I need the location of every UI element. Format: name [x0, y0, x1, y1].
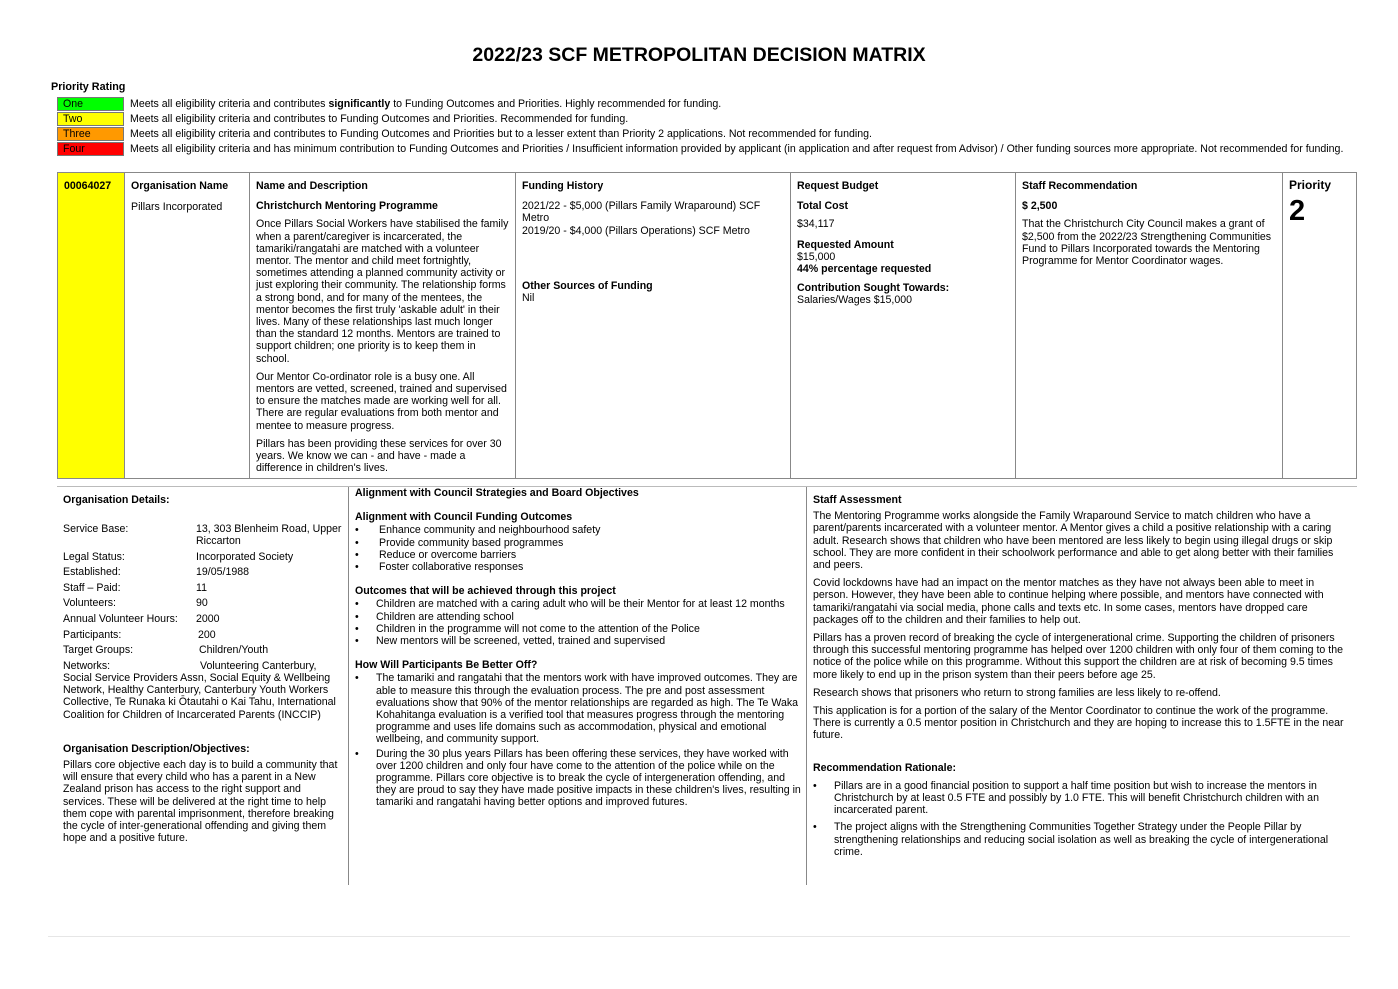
detail-label: Participants:: [63, 628, 122, 641]
networks-first: Volunteering Canterbury,: [200, 659, 317, 672]
priority-header: Priority: [1289, 178, 1332, 192]
decision-matrix-table: [57, 172, 1357, 479]
assessment-paragraph: Research shows that prisoners who return to strong families are less likely to re-offend.: [813, 686, 1221, 699]
funding-history-entry: 2021/22 - $5,000 (Pillars Family Wraparound) SCF Metro: [522, 200, 761, 225]
organisation-name-header: Organisation Name: [131, 180, 229, 192]
detail-row: [63, 551, 345, 567]
other-sources-value: Nil: [522, 292, 535, 305]
staff-recommendation-column: [1016, 173, 1283, 478]
other-sources-header: Other Sources of Funding: [522, 279, 653, 292]
priority-level-label: Three: [57, 127, 124, 141]
list-item: • Foster collaborative responses: [355, 561, 802, 573]
networks-label: Networks:: [63, 659, 111, 672]
page-title: 2022/23 SCF METROPOLITAN DECISION MATRIX: [472, 44, 926, 66]
priority-level-three: [57, 127, 1357, 142]
staff-assessment-section: [813, 494, 1346, 858]
detail-row: [63, 597, 345, 613]
alignment-section: [355, 487, 802, 809]
priority-level-four: [57, 142, 1357, 157]
name-description-header: Name and Description: [256, 180, 368, 192]
list-item: • New mentors will be screened, vetted, trained and supervised: [355, 635, 802, 647]
funding-outcomes-list: [355, 524, 802, 573]
better-off-heading: How Will Participants Be Better Off?: [355, 659, 538, 672]
funding-history-header: Funding History: [522, 180, 604, 192]
organisation-column: [125, 173, 250, 478]
funding-history-entry: 2019/20 - $4,000 (Pillars Operations) SCF Metro: [522, 224, 750, 237]
detail-row: [63, 582, 345, 598]
percentage-requested: 44% percentage requested: [797, 263, 932, 276]
column-divider: [806, 487, 807, 885]
priority-level-description: Meets all eligibility criteria and contributes to Funding Outcomes and Priorities but to a lesser extent than Priority 2 applications. Not recommended for funding.: [130, 128, 872, 140]
detail-label: Service Base:: [63, 523, 129, 536]
detail-value: 19/05/1988: [196, 566, 250, 579]
priority-level-label: Two: [57, 112, 124, 126]
requested-amount-label: Requested Amount: [797, 238, 894, 251]
list-item: • During the 30 plus years Pillars has been offering these services, they have worked with over 1200 children and only four have come to the attention of the police while on the programme. Pillars core objective is to break the cycle of intergeneration offending, and they are proud to say they have made positive impacts in these children's lives, resulting in tamariki and rangatahi having better options and improved futures.: [355, 748, 802, 809]
priority-level-description: Meets all eligibility criteria and contributes to Funding Outcomes and Priorities. Recommended for funding.: [130, 113, 629, 125]
detail-value: Children/Youth: [199, 644, 269, 657]
staff-assessment-heading: Staff Assessment: [813, 494, 902, 506]
detail-value: 90: [196, 597, 208, 610]
list-item: • Reduce or overcome barriers: [355, 549, 802, 561]
funding-outcomes-heading: Alignment with Council Funding Outcomes: [355, 511, 573, 524]
priority-level-description: Meets all eligibility criteria and has minimum contribution to Funding Outcomes and Priorities / Insufficient information provided by applicant (in application and after request from Advisor) / Other funding sources more appropriate. Not recommended for funding.: [130, 143, 1344, 155]
project-name: Christchurch Mentoring Programme: [256, 200, 438, 213]
funding-history-column: [516, 173, 791, 478]
detail-row: [63, 613, 345, 629]
name-description-column: [250, 173, 516, 478]
contribution-label: Contribution Sought Towards:: [797, 282, 950, 295]
footer-rule: [48, 936, 1350, 937]
list-item: • Enhance community and neighbourhood safety: [355, 524, 802, 536]
rationale-list: [813, 780, 1346, 858]
detail-label: Target Groups:: [63, 644, 134, 657]
organisation-details-heading: Organisation Details:: [63, 494, 170, 506]
detail-row: [63, 629, 345, 645]
detail-label: Staff – Paid:: [63, 581, 121, 594]
requested-amount-value: $15,000: [797, 250, 836, 263]
description-paragraph: Our Mentor Co-ordinator role is a busy one. All mentors are vetted, screened, trained and supervised to ensure the matches made are working well for all. There are regular evaluations from both mentor and mentee to measure progress.: [256, 370, 507, 432]
application-id: 00064027: [58, 173, 125, 478]
detail-label: Annual Volunteer Hours:: [63, 613, 178, 626]
request-budget-header: Request Budget: [797, 180, 879, 192]
list-item: • The project aligns with the Strengthening Communities Together Strategy under the People Pillar by strengthening relationships and reducing social isolation as well as breaking the cycle of intergenerational crime.: [813, 821, 1346, 858]
assessment-paragraph: Covid lockdowns have had an impact on the mentor matches as they have not always been able to meet in person. However, they have been able to continue helping where possible, and mentors have connected with tamariki/rangatahi via social media, phone calls and texts etc. In some cases, mentors have dropped care packages off to the children and their families to help out.: [813, 577, 1324, 626]
contribution-value: Salaries/Wages $15,000: [797, 294, 913, 307]
detail-value: 2000: [196, 613, 220, 626]
list-item: • The tamariki and rangatahi that the mentors work with have improved outcomes. They are able to measure this through the evaluation process. The pre and post assessment evaluations show that 90% of the mentor relationships are regarded as high. The Te Waka Kohahitanga evaluation is a verified tool that measures progress through the mentoring programme and uses life domains such as accommodation, physical and emotional wellbeing, and community support.: [355, 672, 802, 745]
staff-recommendation-text: That the Christchurch City Council makes a grant of $2,500 from the 2022/23 Strengthening Communities Fund to Pillars Incorporated towards the Mentoring Programme for Mentor Coordinator wages.: [1022, 218, 1272, 268]
detail-value: 11: [196, 581, 207, 594]
outcomes-heading: Outcomes that will be achieved through this project: [355, 585, 616, 598]
total-cost-value: $34,117: [797, 218, 835, 231]
detail-row: [63, 523, 345, 551]
detail-row: [63, 566, 345, 582]
alignment-heading: Alignment with Council Strategies and Board Objectives: [355, 487, 639, 499]
description-paragraph: Once Pillars Social Workers have stabilised the family when a parent/caregiver is incarcerated, the tamariki/rangatahi are matched with a volunteer mentor. The mentor and child meet fortnightly, sometimes attending a planned community activity or just exploring their community. The relationship forms a strong bond, and for many of the mentees, the mentor becomes the first truly 'askable adult' in their lives. Many of these relationships last much longer than the standard 12 months. Mentors are trained to support children; one priority is to keep them in school.: [256, 218, 509, 365]
networks-row: [63, 660, 345, 672]
priority-level-two: [57, 112, 1357, 127]
detail-label: Volunteers:: [63, 597, 117, 610]
assessment-paragraph: Pillars has a proven record of breaking the cycle of intergenerational crime. Supporting the children of prisoners through this successful mentoring programme has helped over 1200 children with only four of them coming to the notice of the police while on this programme. Without this support the children are at risk of becoming 9.5 times more likely to end up in the prison system than their peers before age 25.: [813, 632, 1343, 681]
list-item: • Children are matched with a caring adult who will be their Mentor for at least 12 months: [355, 598, 802, 610]
list-item: • Pillars are in a good financial position to support a half time position but wish to increase the mentors in Christchurch by at least 0.5 FTE and possibly by 1.0 FTE. This will benefit Christchurch children with an incarcerated parent.: [813, 780, 1346, 817]
recommended-amount: $ 2,500: [1022, 200, 1058, 213]
column-divider: [348, 487, 349, 885]
priority-rating-heading: Priority Rating: [51, 81, 126, 93]
assessment-paragraph: This application is for a portion of the salary of the Mentor Coordinator to continue the work of the programme. There is currently a 0.5 mentor position in Christchurch and they are hoping to increase this to 1.5FTE in the near future.: [813, 705, 1344, 742]
list-item: • Provide community based programmes: [355, 537, 802, 549]
priority-value: 2: [1289, 195, 1306, 228]
organisation-name: Pillars Incorporated: [131, 201, 223, 214]
total-cost-label: Total Cost: [797, 200, 849, 213]
detail-label: Legal Status:: [63, 550, 125, 563]
priority-level-label: Four: [57, 142, 124, 156]
detail-value: 200: [198, 628, 216, 641]
description-paragraph: Pillars has been providing these services for over 30 years. We know we can - and have - made a difference in children's lives.: [256, 437, 502, 475]
rationale-heading: Recommendation Rationale:: [813, 761, 957, 774]
staff-recommendation-header: Staff Recommendation: [1022, 180, 1138, 192]
assessment-paragraph: The Mentoring Programme works alongside the Family Wraparound Service to match children who have a parent/parents incarcerated with a volunteer mentor. A Mentor gives a child a positive relationship with a caring adult. Research shows that children who have been mentored are less likely to begin using illegal drugs or skip school. They are more confident in their schoolwork performance and able to get along better with their families and peers.: [813, 510, 1334, 572]
organisation-description-heading: Organisation Description/Objectives:: [63, 742, 250, 755]
list-item: • Children in the programme will not come to the attention of the Police: [355, 623, 802, 635]
better-off-list: [355, 672, 802, 808]
list-item: • Children are attending school: [355, 611, 802, 623]
detail-value: Incorporated Society: [196, 550, 294, 563]
organisation-description-text: Pillars core objective each day is to build a community that will ensure that every child who has a parent in a New Zealand prison has access to the right support and services. These will be delivered at the right time to help them cope with parental imprisonment, therefore breaking the cycle of inter-generational offending and giving them hope and a positive future.: [63, 759, 338, 845]
priority-level-description: Meets all eligibility criteria and contributes significantly to Funding Outcomes and Priorities. Highly recommended for funding.: [130, 98, 722, 110]
priority-column: [1283, 173, 1356, 478]
priority-level-label: One: [57, 97, 124, 111]
detail-label: Established:: [63, 566, 121, 579]
request-budget-column: [791, 173, 1016, 478]
organisation-details: [63, 494, 345, 844]
detail-value: 13, 303 Blenheim Road, Upper Riccarton: [196, 523, 342, 548]
outcomes-list: [355, 598, 802, 647]
networks-list: Social Service Providers Assn, Social Equity & Wellbeing Network, Healthy Canterbury, Canterbury Youth Workers Collective, Te Runaka ki Ōtautahi o Kai Tahu, International Coalition for Children of Incarcerated Parents (INCCIP): [63, 672, 336, 721]
priority-level-one: [57, 97, 1357, 112]
detail-row: [63, 644, 345, 660]
